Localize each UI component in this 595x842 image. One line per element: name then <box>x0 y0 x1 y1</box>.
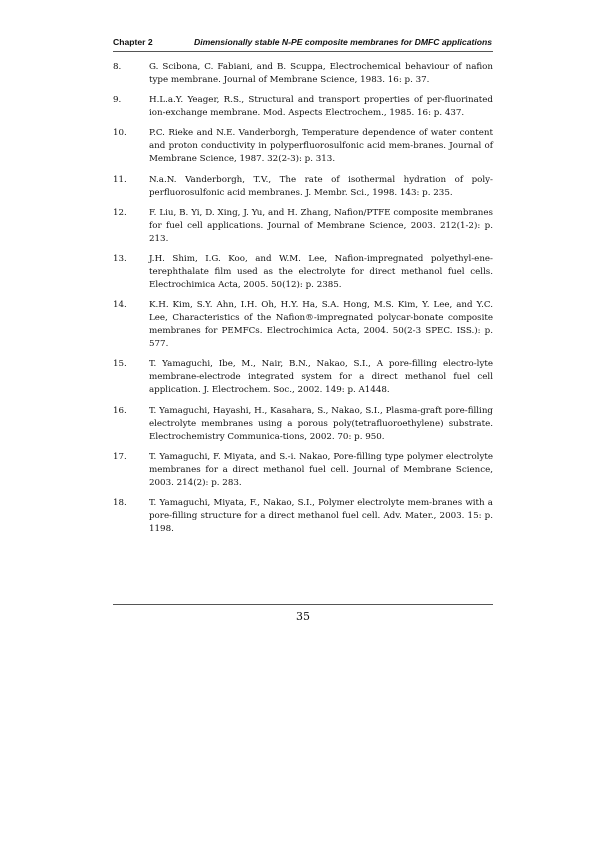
reference-text: N.a.N. Vanderborgh, T.V., The rate of isothermal hydration of poly-perfluorosulfonic acid membranes. J. Membr. Sci., 1998. 143: p. 235. <box>149 174 493 198</box>
reference-item <box>113 207 493 246</box>
reference-text: T. Yamaguchi, F. Miyata, and S.-i. Nakao, Pore-filling type polymer electrolyte membranes for a direct methanol fuel cell. Journal of Membrane Science, 2003. 214(2): p. 283. <box>149 451 493 488</box>
reference-item <box>113 451 493 490</box>
reference-number: 14. <box>113 300 127 311</box>
reference-number: 11. <box>113 174 127 185</box>
reference-list <box>113 61 493 543</box>
reference-number: 15. <box>113 359 127 370</box>
reference-text: T. Yamaguchi, Miyata, F., Nakao, S.I., Polymer electrolyte mem-branes with a pore-filling structure for a direct methanol fuel cell. Adv. Mater., 2003. 15: p. 1198. <box>149 497 493 534</box>
reference-text: J.H. Shim, I.G. Koo, and W.M. Lee, Nafion-impregnated polyethyl-ene-terephthalate film used as the electrolyte for direct methanol fuel cells. Electrochimica Acta, 2005. 50(12): p. 2385. <box>149 253 493 290</box>
reference-number: 16. <box>113 405 127 416</box>
page-number: 35 <box>296 610 310 623</box>
reference-item <box>113 61 493 87</box>
reference-text: H.L.a.Y. Yeager, R.S., Structural and transport properties of per-fluorinated ion-exchange membrane. Mod. Aspects Electrochem., 1985. 16: p. 437. <box>149 95 493 119</box>
chapter-title: Dimensionally stable N-PE composite membranes for DMFC applications <box>194 37 492 47</box>
reference-text: F. Liu, B. Yi, D. Xing, J. Yu, and H. Zhang, Nafion/PTFE composite membranes for fuel cell applications. Journal of Membrane Science, 2003. 212(1-2): p. 213. <box>149 207 493 244</box>
reference-number: 10. <box>113 128 127 139</box>
reference-item <box>113 299 493 351</box>
reference-number: 9. <box>113 95 122 106</box>
reference-number: 17. <box>113 451 127 462</box>
reference-item <box>113 127 493 166</box>
reference-number: 12. <box>113 207 127 218</box>
reference-item <box>113 405 493 444</box>
header-rule <box>113 51 493 52</box>
reference-item <box>113 174 493 200</box>
reference-item <box>113 253 493 292</box>
reference-item <box>113 358 493 397</box>
reference-text: P.C. Rieke and N.E. Vanderborgh, Temperature dependence of water content and proton conductivity in polyperfluorosulfonic acid mem-branes. Journal of Membrane Science, 1987. 32(2-3): p. 313. <box>149 128 493 165</box>
reference-number: 8. <box>113 62 122 72</box>
reference-item <box>113 497 493 536</box>
reference-item <box>113 94 493 120</box>
reference-text: T. Yamaguchi, Hayashi, H., Kasahara, S., Nakao, S.I., Plasma-graft pore-filling electrolyte membranes using a porous poly(tetrafluoroethylene) substrate. Electrochemistry Communica-tions, 2002. 70: p. 950. <box>149 405 493 442</box>
running-header <box>113 37 492 47</box>
reference-text: G. Scibona, C. Fabiani, and B. Scuppa, Electrochemical behaviour of nafion type membrane. Journal of Membrane Science, 1983. 16: p. 37. <box>149 62 493 85</box>
reference-number: 13. <box>113 253 127 264</box>
reference-number: 18. <box>113 497 127 508</box>
reference-text: K.H. Kim, S.Y. Ahn, I.H. Oh, H.Y. Ha, S.A. Hong, M.S. Kim, Y. Lee, and Y.C. Lee, Characteristics of the Nafion®-impregnated polycar-bonate composite membranes for PEMFCs. Electrochimica Acta, 2004. 50(2-3 SPEC. ISS.): p. 577. <box>149 300 493 350</box>
chapter-label: Chapter 2 <box>113 37 153 47</box>
reference-text: T. Yamaguchi, Ibe, M., Nair, B.N., Nakao, S.I., A pore-filling electro-lyte membrane-electrode integrated system for a direct methanol fuel cell application. J. Electrochem. Soc., 2002. 149: p. A1448. <box>149 359 493 396</box>
footer-rule <box>113 604 493 605</box>
